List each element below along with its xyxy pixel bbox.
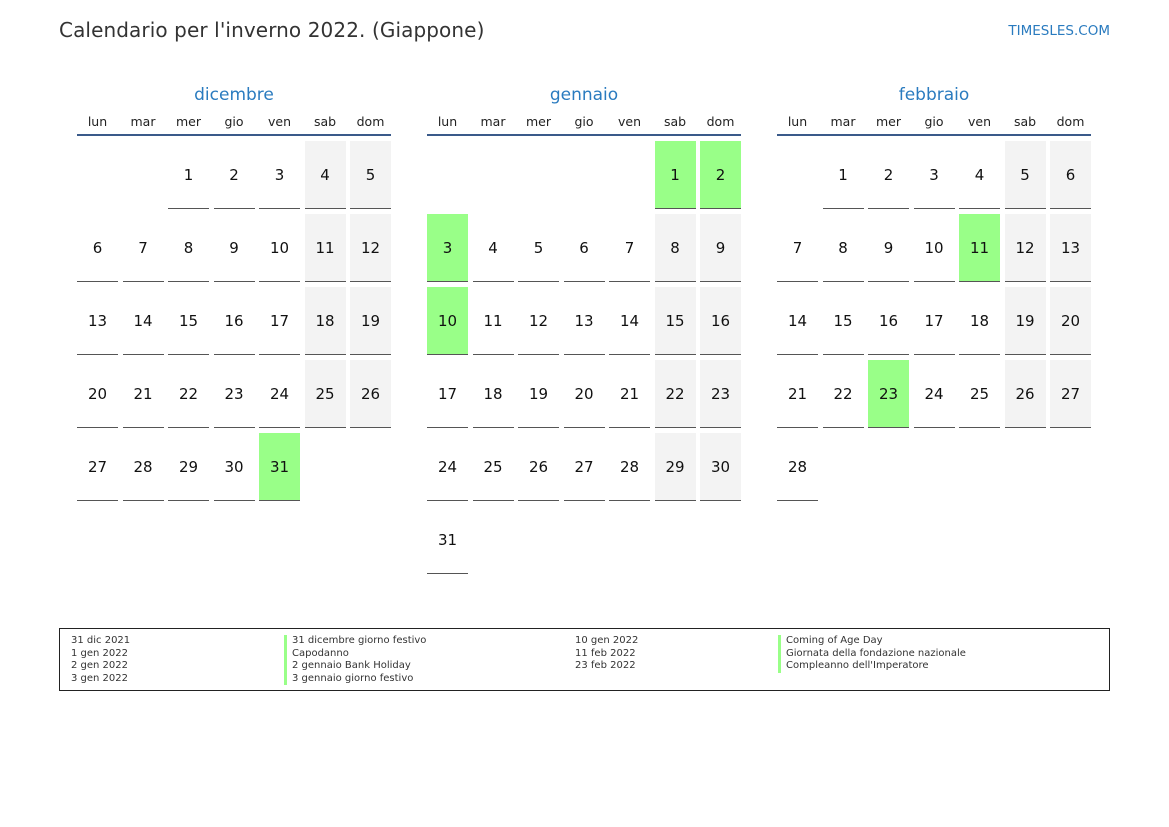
days-grid xyxy=(777,141,1091,501)
month-name: dicembre xyxy=(194,85,274,105)
day-cell: 14 xyxy=(777,287,818,355)
day-cell: 24 xyxy=(427,433,468,501)
day-cell: 12 xyxy=(518,287,559,355)
legend-names-left xyxy=(284,635,426,685)
day-cell: 17 xyxy=(427,360,468,428)
empty-cell xyxy=(473,141,514,209)
day-cell: 25 xyxy=(959,360,1000,428)
empty-cell xyxy=(427,141,468,209)
day-cell: 17 xyxy=(914,287,955,355)
weekday-label: sab xyxy=(313,113,337,129)
month-febbraio xyxy=(777,82,1091,501)
day-cell: 22 xyxy=(655,360,696,428)
month-gennaio xyxy=(427,82,741,574)
holiday-day-cell: 3 xyxy=(427,214,468,282)
legend-names-right xyxy=(778,635,966,673)
weekday-label: ven xyxy=(267,113,291,129)
weekday-label: mar xyxy=(480,113,506,129)
day-cell: 2 xyxy=(868,141,909,209)
day-cell: 8 xyxy=(823,214,864,282)
day-cell: 8 xyxy=(168,214,209,282)
weekday-header xyxy=(777,108,1091,136)
day-cell: 10 xyxy=(259,214,300,282)
day-cell: 21 xyxy=(777,360,818,428)
day-cell: 19 xyxy=(1005,287,1046,355)
empty-cell xyxy=(77,141,118,209)
weekday-label: ven xyxy=(967,113,991,129)
day-cell: 11 xyxy=(473,287,514,355)
weekday-header xyxy=(427,108,741,136)
legend-date: 1 gen 2022 xyxy=(71,647,129,659)
day-cell: 6 xyxy=(1050,141,1091,209)
legend-holiday-name: 2 gennaio Bank Holiday xyxy=(284,660,426,673)
day-cell: 15 xyxy=(823,287,864,355)
legend-date: 10 gen 2022 xyxy=(575,635,639,646)
empty-cell xyxy=(777,141,818,209)
weekday-label: lun xyxy=(787,113,808,129)
day-cell: 5 xyxy=(518,214,559,282)
day-cell: 22 xyxy=(823,360,864,428)
day-cell: 3 xyxy=(259,141,300,209)
day-cell: 6 xyxy=(77,214,118,282)
day-cell: 30 xyxy=(700,433,741,501)
day-cell: 7 xyxy=(777,214,818,282)
day-cell: 27 xyxy=(564,433,605,501)
day-cell: 14 xyxy=(123,287,164,355)
day-cell: 6 xyxy=(564,214,605,282)
weekday-label: lun xyxy=(437,113,458,129)
day-cell: 12 xyxy=(1005,214,1046,282)
day-cell: 10 xyxy=(914,214,955,282)
day-cell: 28 xyxy=(123,433,164,501)
weekday-label: sab xyxy=(663,113,687,129)
weekday-label: sab xyxy=(1013,113,1037,129)
legend-dates-right xyxy=(575,635,638,673)
weekday-label: dom xyxy=(356,113,385,129)
month-name: gennaio xyxy=(549,85,619,105)
holiday-day-cell: 10 xyxy=(427,287,468,355)
holiday-day-cell: 23 xyxy=(868,360,909,428)
day-cell: 12 xyxy=(350,214,391,282)
day-cell: 15 xyxy=(655,287,696,355)
empty-cell xyxy=(564,141,605,209)
legend-holiday-name: Compleanno dell'Imperatore xyxy=(778,660,966,673)
day-cell: 9 xyxy=(868,214,909,282)
empty-cell xyxy=(123,141,164,209)
day-cell: 25 xyxy=(305,360,346,428)
day-cell: 4 xyxy=(473,214,514,282)
weekday-label: dom xyxy=(1056,113,1085,129)
holiday-day-cell: 31 xyxy=(259,433,300,501)
legend-date: 2 gen 2022 xyxy=(71,660,129,671)
weekday-label: dom xyxy=(706,113,735,129)
weekday-label: mer xyxy=(525,113,551,129)
day-cell: 29 xyxy=(168,433,209,501)
day-cell: 20 xyxy=(77,360,118,428)
day-cell: 28 xyxy=(777,433,818,501)
days-grid xyxy=(427,141,741,574)
legend-dates-left xyxy=(71,635,130,685)
day-cell: 7 xyxy=(609,214,650,282)
weekday-label: gio xyxy=(924,113,944,129)
legend-date: 31 dic 2021 xyxy=(71,635,131,646)
day-cell: 16 xyxy=(868,287,909,355)
day-cell: 21 xyxy=(123,360,164,428)
empty-cell xyxy=(518,141,559,209)
weekday-label: mer xyxy=(175,113,201,129)
empty-cell xyxy=(609,141,650,209)
day-cell: 24 xyxy=(914,360,955,428)
day-cell: 4 xyxy=(305,141,346,209)
legend-holiday-name: Capodanno xyxy=(284,648,426,661)
day-cell: 14 xyxy=(609,287,650,355)
day-cell: 30 xyxy=(214,433,255,501)
day-cell: 11 xyxy=(305,214,346,282)
holiday-day-cell: 2 xyxy=(700,141,741,209)
day-cell: 7 xyxy=(123,214,164,282)
day-cell: 18 xyxy=(305,287,346,355)
day-cell: 23 xyxy=(700,360,741,428)
day-cell: 23 xyxy=(214,360,255,428)
day-cell: 22 xyxy=(168,360,209,428)
month-dicembre xyxy=(77,82,391,501)
legend-date: 11 feb 2022 xyxy=(575,647,636,659)
day-cell: 16 xyxy=(700,287,741,355)
day-cell: 20 xyxy=(564,360,605,428)
day-cell: 3 xyxy=(914,141,955,209)
holiday-day-cell: 11 xyxy=(959,214,1000,282)
days-grid xyxy=(77,141,391,501)
weekday-label: mar xyxy=(830,113,856,129)
day-cell: 19 xyxy=(518,360,559,428)
month-name: febbraio xyxy=(898,85,970,105)
weekday-label: mar xyxy=(130,113,156,129)
day-cell: 26 xyxy=(518,433,559,501)
legend-date: 23 feb 2022 xyxy=(575,660,636,671)
day-cell: 18 xyxy=(473,360,514,428)
day-cell: 27 xyxy=(77,433,118,501)
day-cell: 9 xyxy=(214,214,255,282)
day-cell: 13 xyxy=(77,287,118,355)
day-cell: 26 xyxy=(1005,360,1046,428)
day-cell: 5 xyxy=(1005,141,1046,209)
legend-holiday-name: 3 gennaio giorno festivo xyxy=(284,673,426,686)
weekday-label: mer xyxy=(875,113,901,129)
day-cell: 25 xyxy=(473,433,514,501)
day-cell: 9 xyxy=(700,214,741,282)
holiday-legend xyxy=(59,628,1110,691)
legend-holiday-name: Giornata della fondazione nazionale xyxy=(778,648,966,661)
day-cell: 19 xyxy=(350,287,391,355)
day-cell: 31 xyxy=(427,506,468,574)
day-cell: 29 xyxy=(655,433,696,501)
day-cell: 13 xyxy=(1050,214,1091,282)
day-cell: 17 xyxy=(259,287,300,355)
legend-holiday-name: 31 dicembre giorno festivo xyxy=(284,635,426,648)
day-cell: 2 xyxy=(214,141,255,209)
day-cell: 26 xyxy=(350,360,391,428)
day-cell: 24 xyxy=(259,360,300,428)
site-link[interactable]: TIMESLES.COM xyxy=(1008,23,1110,39)
weekday-header xyxy=(77,108,391,136)
day-cell: 4 xyxy=(959,141,1000,209)
legend-holiday-name: Coming of Age Day xyxy=(778,635,966,648)
day-cell: 15 xyxy=(168,287,209,355)
weekday-label: lun xyxy=(87,113,108,129)
day-cell: 28 xyxy=(609,433,650,501)
day-cell: 27 xyxy=(1050,360,1091,428)
holiday-day-cell: 1 xyxy=(655,141,696,209)
day-cell: 1 xyxy=(823,141,864,209)
day-cell: 8 xyxy=(655,214,696,282)
day-cell: 20 xyxy=(1050,287,1091,355)
day-cell: 1 xyxy=(168,141,209,209)
legend-date: 3 gen 2022 xyxy=(71,672,129,684)
day-cell: 5 xyxy=(350,141,391,209)
weekday-label: gio xyxy=(224,113,244,129)
page-title: Calendario per l'inverno 2022. (Giappone) xyxy=(59,18,485,42)
day-cell: 16 xyxy=(214,287,255,355)
weekday-label: gio xyxy=(574,113,594,129)
day-cell: 13 xyxy=(564,287,605,355)
day-cell: 18 xyxy=(959,287,1000,355)
day-cell: 21 xyxy=(609,360,650,428)
weekday-label: ven xyxy=(617,113,641,129)
